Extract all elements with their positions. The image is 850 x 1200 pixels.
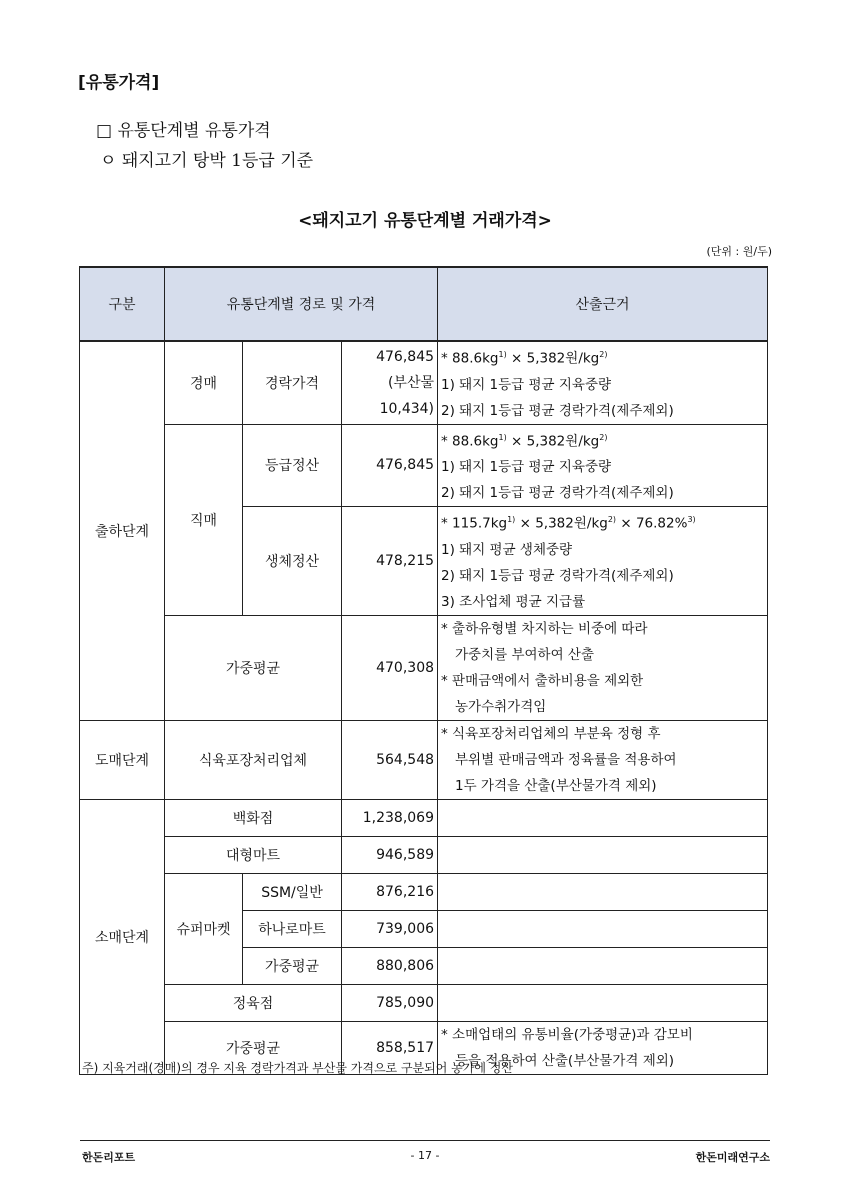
stage-retail: 소매단계	[80, 799, 165, 1074]
ship-weighted-label: 가중평균	[165, 615, 342, 720]
retail-super-avg-price: 880,806	[342, 947, 438, 984]
footnote: 주) 지육거래(경매)의 경우 지육 경락가격과 부산물 가격으로 구분되어 농가에 정산	[82, 1061, 513, 1075]
header-route-price: 유통단계별 경로 및 가격	[165, 267, 438, 341]
sub-auction-price: 경락가격	[243, 341, 342, 424]
basis-grade-settlement: * $88.6kg^{1)} \times 5,382$원$/kg^{2)}$ 1) 돼지 1등급 평균 지육중량 2) 돼지 1등급 평균 경락가격(제주제외)	[438, 424, 768, 507]
basis-ship-weighted: * 출하유형별 차지하는 비중에 따라 가중치를 부여하여 산출 * 판매금액에서 출하비용을 제외한 농가수취가격임	[438, 615, 768, 720]
retail-super-avg-label: 가중평균	[243, 947, 342, 984]
empty-basis	[438, 836, 768, 873]
table-header-row	[80, 267, 768, 341]
price-table	[79, 266, 768, 1075]
retail-hanaro-price: 739,006	[342, 910, 438, 947]
retail-mart-price: 946,589	[342, 836, 438, 873]
table-row	[80, 615, 768, 720]
basis-wholesale: * 식육포장처리업체의 부분육 정형 후 부위별 판매금액과 정육률을 적용하여 1두 가격을 산출(부산물가격 제외)	[438, 720, 768, 799]
retail-mart-label: 대형마트	[165, 836, 342, 873]
stage-shipping: 출하단계	[80, 341, 165, 720]
price-auction: 476,845 (부산물 10,434)	[342, 341, 438, 424]
sub-grade-settlement: 등급정산	[243, 424, 342, 507]
price-grade-settlement: 476,845	[342, 424, 438, 507]
table-row	[80, 873, 768, 910]
table-row	[80, 984, 768, 1021]
page-number: - 17 -	[410, 1149, 440, 1162]
unit-label: (단위 : 원/두)	[706, 245, 772, 258]
wholesale-route: 식육포장처리업체	[165, 720, 342, 799]
empty-basis	[438, 984, 768, 1021]
basis-auction: * $88.6kg^{1)} \times 5,382$원$/kg^{2)}$ 1) 돼지 1등급 평균 지육중량 2) 돼지 1등급 평균 경락가격(제주제외)	[438, 341, 768, 424]
retail-ssm-price: 876,216	[342, 873, 438, 910]
header-category: 구분	[80, 267, 165, 341]
footer-right: 한돈미래연구소	[695, 1151, 770, 1164]
retail-weighted-price: 858,517	[342, 1021, 438, 1074]
table-title: <돼지고기 유통단계별 거래가격>	[298, 211, 552, 231]
bullet-pork-grade: ㅇ 돼지고기 탕박 1등급 기준	[100, 151, 314, 171]
retail-weighted-label: 가중평균	[165, 1021, 342, 1074]
header-basis: 산출근거	[438, 267, 768, 341]
empty-basis	[438, 910, 768, 947]
retail-hanaro-label: 하나로마트	[243, 910, 342, 947]
table-row	[80, 799, 768, 836]
ship-weighted-price: 470,308	[342, 615, 438, 720]
table-row	[80, 720, 768, 799]
retail-super-label: 슈퍼마켓	[165, 873, 243, 984]
table-row	[80, 341, 768, 424]
table-row	[80, 424, 768, 507]
wholesale-price: 564,548	[342, 720, 438, 799]
retail-butcher-price: 785,090	[342, 984, 438, 1021]
retail-butcher-label: 정육점	[165, 984, 342, 1021]
retail-dept-label: 백화점	[165, 799, 342, 836]
sub-live-settlement: 생체정산	[243, 507, 342, 616]
retail-ssm-label: SSM/일반	[243, 873, 342, 910]
footer-divider	[80, 1140, 770, 1141]
section-title: [유통가격]	[78, 73, 160, 93]
empty-basis	[438, 947, 768, 984]
empty-basis	[438, 873, 768, 910]
route-auction: 경매	[165, 341, 243, 424]
route-direct: 직매	[165, 424, 243, 615]
bullet-distribution-price: □ 유통단계별 유통가격	[96, 121, 271, 141]
price-live-settlement: 478,215	[342, 507, 438, 616]
stage-wholesale: 도매단계	[80, 720, 165, 799]
basis-retail-weighted: * 소매업태의 유통비율(가중평균)과 감모비 등을 적용하여 산출(부산물가격 제외)	[438, 1021, 768, 1074]
basis-live-settlement: * $115.7kg^{1)} \times 5,382$원$/kg^{2)} \times 76.82\%^{3)}$ 1) 돼지 평균 생체중량 2) 돼지 1등급 평균 경락가격(제주제외) 3) 조사업체 평균 지급률	[438, 507, 768, 616]
empty-basis	[438, 799, 768, 836]
footer-left: 한돈리포트	[82, 1151, 136, 1164]
retail-dept-price: 1,238,069	[342, 799, 438, 836]
table-row	[80, 836, 768, 873]
